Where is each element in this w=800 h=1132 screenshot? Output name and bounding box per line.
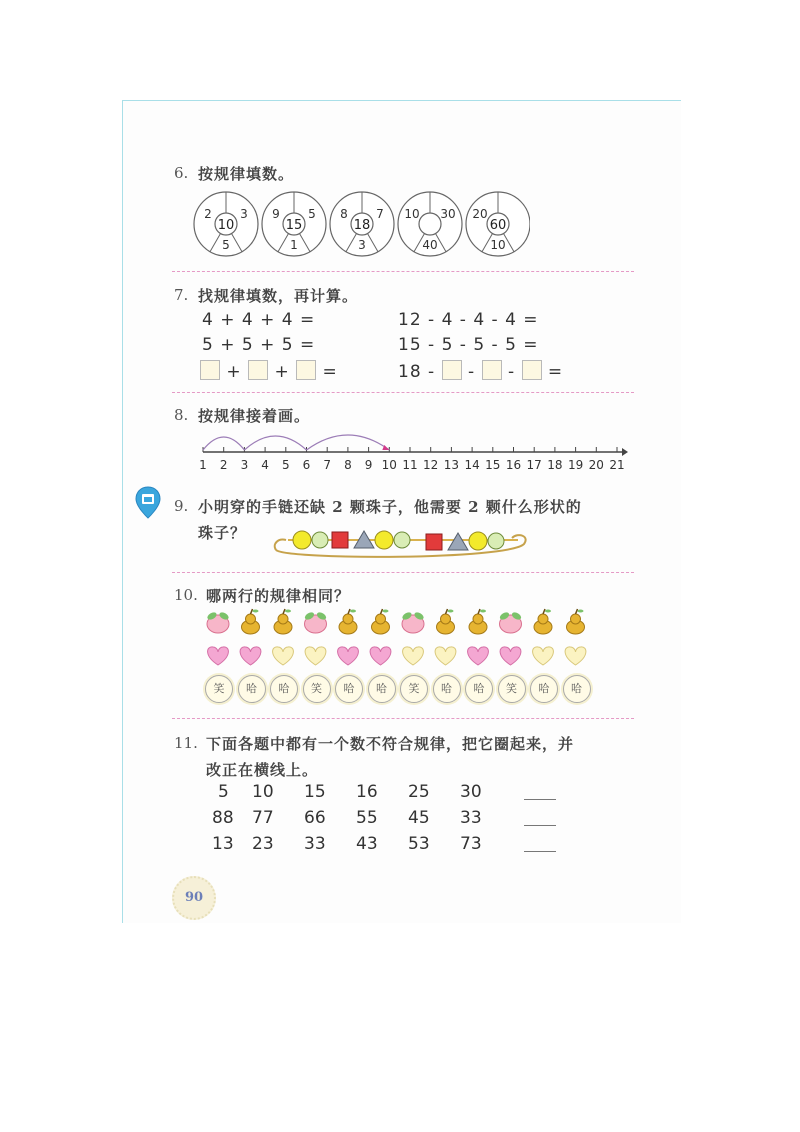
pear-icon [469, 609, 487, 634]
char-circle: 笑 [205, 675, 233, 703]
arrow-right-icon [622, 448, 628, 456]
cream-heart-icon [565, 647, 586, 665]
wheel-center-number: 18 [353, 218, 371, 233]
answer-box[interactable] [482, 360, 502, 380]
number-line-label: 11 [402, 458, 418, 472]
number-line-label: 1 [199, 458, 207, 472]
start-number: 18 [398, 362, 422, 382]
char-circle: 笑 [400, 675, 428, 703]
number-wheel [398, 192, 462, 256]
wheel-right-number: 3 [240, 207, 248, 221]
minus-sign: - [507, 362, 516, 382]
q11-text-line-1: 下面各题中都有一个数不符合规律，把它圈起来，并 [206, 735, 575, 753]
answer-blank-line[interactable] [524, 825, 556, 826]
pink-heart-icon [240, 647, 261, 665]
bead-circle [375, 531, 393, 549]
peach-icon [206, 611, 230, 633]
sequence-number[interactable]: 88 [212, 808, 234, 828]
bead-cube [332, 532, 348, 548]
wheel-center-number: 60 [489, 218, 507, 233]
cream-heart-icon [305, 647, 326, 665]
number-line-label: 5 [281, 458, 290, 472]
wheel-bottom-number: 1 [290, 238, 298, 252]
q9-text-line-2: 珠子？ [198, 524, 247, 542]
page-number-badge: 90 [172, 876, 216, 920]
sequence-number[interactable]: 23 [252, 834, 274, 854]
number-line-label: 12 [423, 458, 439, 472]
number-line-label: 9 [364, 458, 373, 472]
char-circle: 笑 [303, 675, 331, 703]
answer-box[interactable] [522, 360, 542, 380]
char-circle: 哈 [270, 675, 298, 703]
divider-1 [172, 271, 634, 272]
char-circle: 哈 [335, 675, 363, 703]
q10-title: 哪两行的规律相同？ [206, 587, 351, 605]
q11-number: 11. [174, 734, 198, 752]
q7-title: 找规律填数，再计算。 [198, 287, 359, 305]
sequence-number[interactable]: 73 [460, 834, 482, 854]
number-line-label: 20 [588, 458, 604, 472]
q6-title: 按规律填数。 [198, 165, 295, 183]
wheel-right-number: 7 [376, 207, 384, 221]
pear-icon [372, 609, 390, 634]
pink-heart-icon [468, 647, 489, 665]
minus-sign: - [428, 362, 436, 382]
number-line-label: 16 [505, 458, 522, 472]
wheel-left-number: 20 [472, 207, 488, 221]
pear-icon [437, 609, 455, 634]
q7-number: 7. [174, 286, 189, 304]
cream-heart-icon [403, 647, 424, 665]
divider-3 [172, 572, 634, 573]
char-circle: 哈 [368, 675, 396, 703]
sequence-number[interactable]: 25 [408, 782, 430, 802]
q7-right-row-2: 15 - 5 - 5 - 5 = [398, 335, 539, 355]
equals-sign: = [322, 362, 338, 382]
sequence-number[interactable]: 55 [356, 808, 378, 828]
pink-heart-icon [208, 647, 229, 665]
bead-circle [469, 532, 487, 550]
q9-bracelet [268, 522, 530, 562]
char-circle: 哈 [465, 675, 493, 703]
pear-icon [534, 609, 552, 634]
sequence-number[interactable]: 77 [252, 808, 274, 828]
sequence-number[interactable]: 45 [408, 808, 430, 828]
q6-number: 6. [174, 164, 189, 182]
number-line-label: 10 [381, 458, 397, 472]
number-wheel [194, 192, 258, 256]
answer-blank-line[interactable] [524, 851, 556, 852]
sequence-number[interactable]: 10 [252, 782, 274, 802]
sequence-number[interactable]: 33 [460, 808, 482, 828]
q11-text-line-2: 改正在横线上。 [206, 761, 319, 779]
number-line-label: 15 [485, 458, 501, 472]
q9-number: 9. [174, 497, 189, 515]
bead-disc [394, 532, 410, 548]
sequence-number[interactable]: 33 [304, 834, 326, 854]
sequence-number[interactable]: 15 [304, 782, 326, 802]
sequence-number[interactable]: 5 [218, 782, 229, 802]
cream-heart-icon [273, 647, 294, 665]
char-circle: 哈 [433, 675, 461, 703]
q7-left-row-2: 5 + 5 + 5 = [202, 335, 316, 355]
minus-sign: - [468, 362, 476, 382]
answer-blank-line[interactable] [524, 799, 556, 800]
sequence-number[interactable]: 30 [460, 782, 482, 802]
sequence-number[interactable]: 66 [304, 808, 326, 828]
q7-left-row-3 [200, 360, 338, 382]
pear-icon [339, 609, 357, 634]
number-line-label: 7 [323, 458, 332, 472]
pink-heart-icon [338, 647, 359, 665]
q7-right-row-3 [398, 360, 563, 382]
pink-heart-icon [500, 647, 521, 665]
wheel-left-number: 9 [272, 207, 280, 221]
q10-pictures [200, 606, 600, 676]
answer-box[interactable] [296, 360, 316, 380]
number-line-label: 14 [464, 458, 480, 472]
wheel-left-number: 10 [404, 207, 420, 221]
number-line-label: 18 [547, 458, 563, 472]
peach-icon [401, 611, 425, 633]
wheel-left-number: 8 [340, 207, 348, 221]
plus-sign: + [226, 362, 242, 382]
number-line-label: 3 [240, 458, 249, 472]
peach-icon [499, 611, 523, 633]
sequence-number[interactable]: 53 [408, 834, 430, 854]
number-line-label: 17 [526, 458, 542, 472]
char-circle: 笑 [498, 675, 526, 703]
bead-triangle [448, 533, 468, 550]
number-line-label: 2 [219, 458, 228, 472]
divider-4 [172, 718, 634, 719]
bead-disc [312, 532, 328, 548]
bead-circle [293, 531, 311, 549]
answer-box[interactable] [200, 360, 220, 380]
number-line-label: 21 [609, 458, 625, 472]
pear-icon [242, 609, 260, 634]
wheel-bottom-number: 5 [222, 238, 230, 252]
peach-icon [304, 611, 328, 633]
pear-icon [567, 609, 585, 634]
wheel-center-number: 10 [217, 218, 235, 233]
q7-right-row-1: 12 - 4 - 4 - 4 = [398, 310, 539, 330]
answer-box[interactable] [442, 360, 462, 380]
number-line-label: 13 [443, 458, 460, 472]
sequence-number[interactable]: 16 [356, 782, 378, 802]
char-circle: 哈 [238, 675, 266, 703]
wheel-left-number: 2 [204, 207, 212, 221]
cream-heart-icon [533, 647, 554, 665]
number-line-label: 19 [567, 458, 584, 472]
equals-sign: = [547, 362, 564, 382]
pink-heart-icon [370, 647, 391, 665]
location-pin-icon [135, 486, 161, 520]
wheel-center-number: 15 [285, 218, 303, 233]
divider-2 [172, 392, 634, 393]
char-circle: 哈 [563, 675, 591, 703]
cream-heart-icon [435, 647, 456, 665]
sequence-number[interactable]: 43 [356, 834, 378, 854]
wheel-bottom-number: 40 [422, 238, 438, 252]
q8-title: 按规律接着画。 [198, 407, 311, 425]
wheel-right-number: 5 [308, 207, 316, 221]
number-wheel [330, 192, 394, 256]
wheel-right-number: 30 [440, 207, 456, 221]
q6-wheels [190, 186, 530, 264]
bead-disc [488, 533, 504, 549]
number-line-label: 4 [261, 458, 269, 472]
number-line-label: 6 [302, 458, 311, 472]
sequence-number[interactable]: 13 [212, 834, 234, 854]
plus-sign: + [274, 362, 290, 382]
q8-number-line [190, 426, 630, 476]
pear-icon [274, 609, 292, 634]
char-circle: 哈 [530, 675, 558, 703]
q7-left-row-1: 4 + 4 + 4 = [202, 310, 316, 330]
answer-box[interactable] [248, 360, 268, 380]
q9-text-line-1: 小明穿的手链还缺 2 颗珠子，他需要 2 颗什么形状的 [198, 498, 582, 516]
number-wheel [262, 192, 326, 256]
bead-cube [426, 534, 442, 550]
q8-number: 8. [174, 406, 189, 424]
jump-arc [244, 436, 306, 450]
number-line-label: 8 [344, 458, 352, 472]
wheel-bottom-number: 10 [490, 238, 506, 252]
wheel-bottom-number: 3 [358, 238, 366, 252]
number-wheel [466, 192, 530, 256]
q10-number: 10. [174, 586, 198, 604]
